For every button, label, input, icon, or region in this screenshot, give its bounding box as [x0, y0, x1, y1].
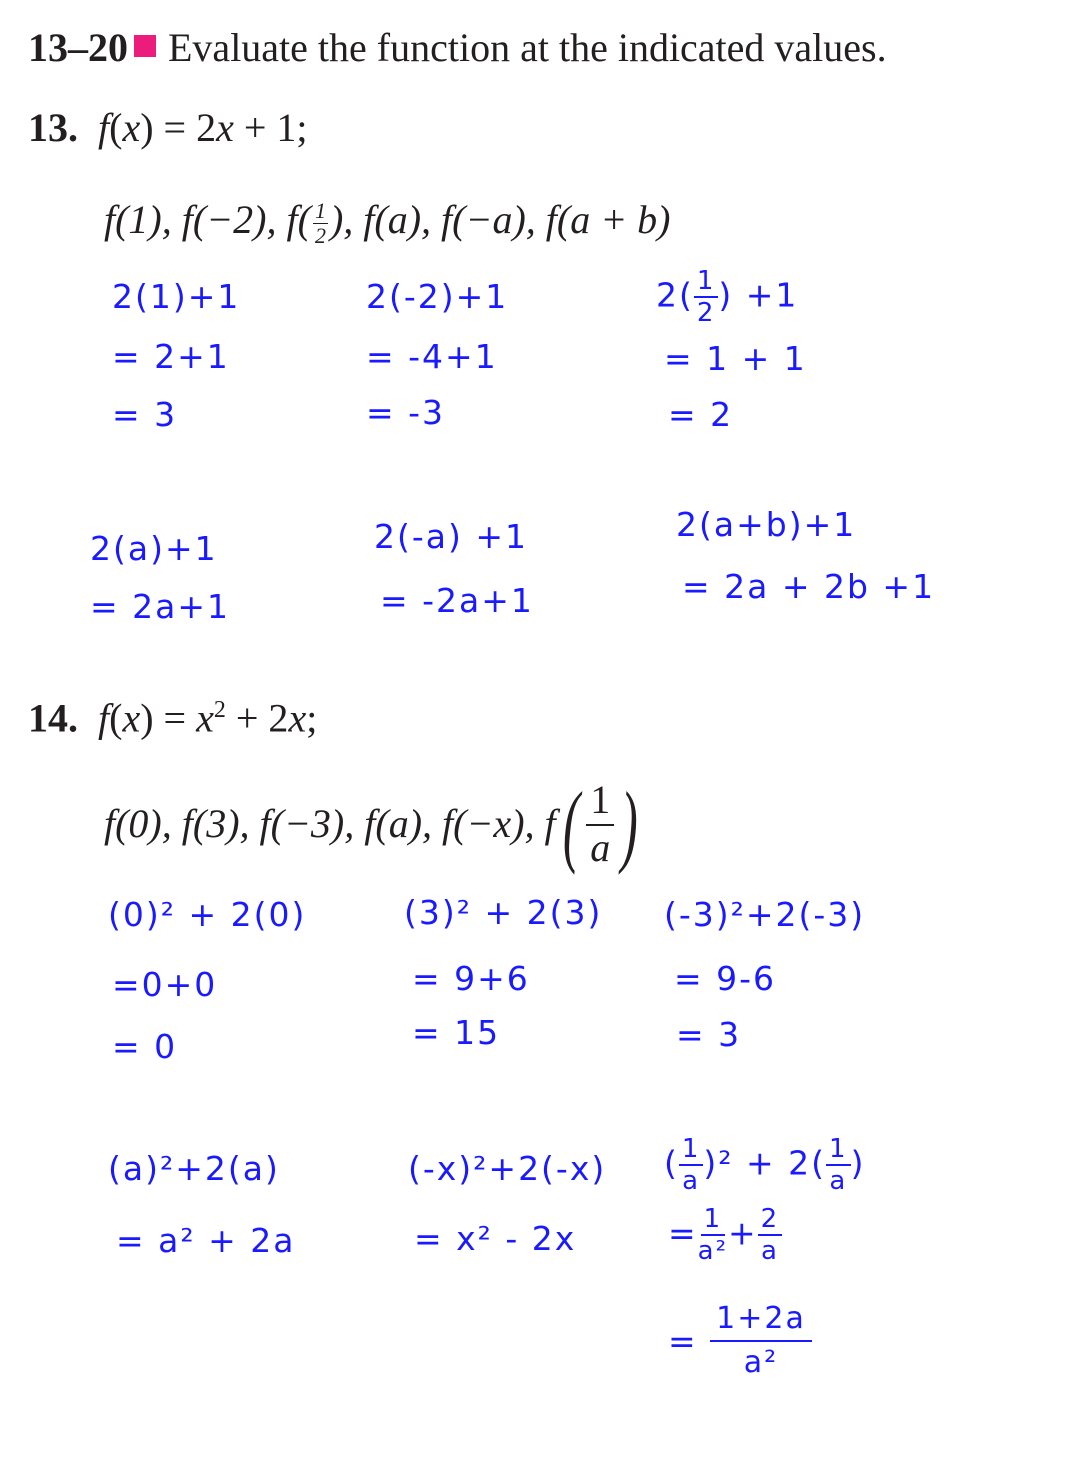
p14-work-f0-line2: =0+0	[112, 965, 218, 1004]
hw-fraction-half	[694, 268, 719, 326]
def-rhs-a: = 2	[163, 105, 217, 150]
p13-work-fab-line1: 2(a+b)+1	[676, 505, 857, 544]
frac-den: 2	[696, 298, 716, 328]
p13-work-fhalf-line2: = 1 + 1	[664, 339, 807, 378]
problem-13-definition: 13. f(x) = 2x + 1;	[28, 105, 308, 150]
def-eq: =	[163, 695, 197, 741]
p13-work-fab-line2: = 2a + 2b +1	[682, 567, 936, 606]
values-pre: f(0), f(3), f(−3), f(a), f(−x), f	[104, 801, 556, 846]
values-pre: f(1), f(−2), f(	[104, 197, 311, 242]
p14-work-f1a-line3	[668, 1301, 812, 1380]
p14-work-f1a-line2	[668, 1206, 782, 1264]
frac-num: 1	[826, 1136, 851, 1166]
p13-work-fnega-line1: 2(-a) +1	[374, 517, 529, 556]
hw-text: +	[728, 1213, 758, 1253]
hw-text: =	[668, 1321, 698, 1361]
frac-num: 1+2a	[710, 1304, 812, 1342]
var-x: x	[122, 105, 141, 150]
p14-work-f1a-line1	[664, 1136, 865, 1194]
p14-work-f0-line1: (0)² + 2(0)	[108, 895, 307, 934]
def-rhs-b: + 1;	[233, 105, 308, 150]
hw-fraction	[698, 1206, 728, 1264]
pink-square-icon	[134, 35, 156, 57]
func-name: f	[98, 695, 110, 741]
frac-den: a	[590, 825, 611, 870]
frac-den: a	[760, 1236, 779, 1266]
frac-den: a	[682, 1166, 701, 1196]
func-name: f	[98, 105, 110, 150]
fraction-half	[313, 200, 328, 247]
hw-fraction	[710, 1301, 812, 1380]
problem-13-values	[104, 197, 671, 249]
p14-work-f3-line3: = 15	[412, 1013, 501, 1052]
p13-work-f1-line1: 2(1)+1	[112, 277, 241, 316]
var-x: x	[288, 695, 307, 741]
problem-14-values	[104, 773, 645, 875]
frac-num: 1	[701, 1206, 726, 1236]
p14-work-f3-line1: (3)² + 2(3)	[404, 893, 603, 932]
frac-num: 1	[679, 1136, 704, 1166]
frac-num: 2	[758, 1206, 783, 1236]
problem-14-definition: 14. $f(x) = x^2 + 2x$;	[28, 695, 318, 741]
p13-work-fneg2-line1: 2(-2)+1	[366, 277, 509, 316]
p13-work-fhalf-line1	[656, 268, 798, 326]
frac-den: a²	[743, 1345, 779, 1380]
p13-work-fa-line1: 2(a)+1	[90, 529, 218, 568]
left-paren: (	[562, 773, 580, 875]
frac-num: 1	[694, 268, 719, 298]
var-x: x	[196, 695, 214, 741]
hw-text: =	[668, 1213, 698, 1253]
p13-work-f1-line3: = 3	[112, 395, 178, 434]
hw-text: (	[664, 1143, 679, 1183]
p14-work-fneg3-line3: = 3	[676, 1015, 742, 1054]
hw-fraction	[826, 1136, 851, 1194]
p14-work-f0-line3: = 0	[112, 1027, 178, 1066]
exercise-range: 13–20	[28, 25, 128, 70]
p14-work-fnegx-line2: = x² - 2x	[414, 1219, 577, 1258]
frac-den: a²	[697, 1236, 729, 1266]
def-end: ;	[306, 695, 318, 741]
p13-work-fa-line2: = 2a+1	[90, 587, 231, 626]
p14-work-fa-line2: = a² + 2a	[116, 1221, 296, 1260]
values-post: ), f(a), f(−a), f(a + b)	[329, 197, 671, 242]
instruction-text: Evaluate the function at the indicated values.	[168, 25, 887, 70]
section-header	[28, 25, 887, 70]
frac-num: 1	[314, 198, 326, 224]
right-paren: )	[621, 773, 639, 875]
problem-13-number: 13.	[28, 105, 78, 150]
exponent: 2	[213, 697, 226, 723]
hw-text: )² + 2(	[703, 1143, 827, 1183]
frac-den: a	[829, 1166, 848, 1196]
frac-den: 2	[314, 223, 326, 249]
def-rest: + 2	[225, 695, 289, 741]
problem-14-number: 14.	[28, 695, 78, 741]
p14-work-fnegx-line1: (-x)²+2(-x)	[408, 1149, 607, 1188]
hw-fraction	[758, 1206, 783, 1264]
hw-text: ) +1	[718, 275, 799, 315]
p14-work-f3-line2: = 9+6	[412, 959, 530, 998]
hw-text: )	[850, 1143, 866, 1183]
p13-work-fneg2-line2: = -4+1	[366, 337, 498, 376]
p13-work-fhalf-line3: = 2	[668, 395, 734, 434]
hw-text: 2(	[656, 275, 694, 315]
p14-work-fa-line1: (a)²+2(a)	[108, 1149, 280, 1188]
p14-work-fneg3-line2: = 9-6	[674, 959, 777, 998]
frac-num: 1	[586, 780, 614, 826]
var-x: x	[216, 105, 234, 150]
p13-work-fneg2-line3: = -3	[366, 393, 446, 432]
p14-work-fneg3-line1: (-3)²+2(-3)	[664, 895, 866, 934]
p13-work-f1-line2: = 2+1	[112, 337, 230, 376]
p13-work-fnega-line2: = -2a+1	[380, 581, 534, 620]
fraction-one-over-a	[586, 777, 614, 870]
hw-fraction	[679, 1136, 704, 1194]
var-x: x	[122, 695, 141, 741]
